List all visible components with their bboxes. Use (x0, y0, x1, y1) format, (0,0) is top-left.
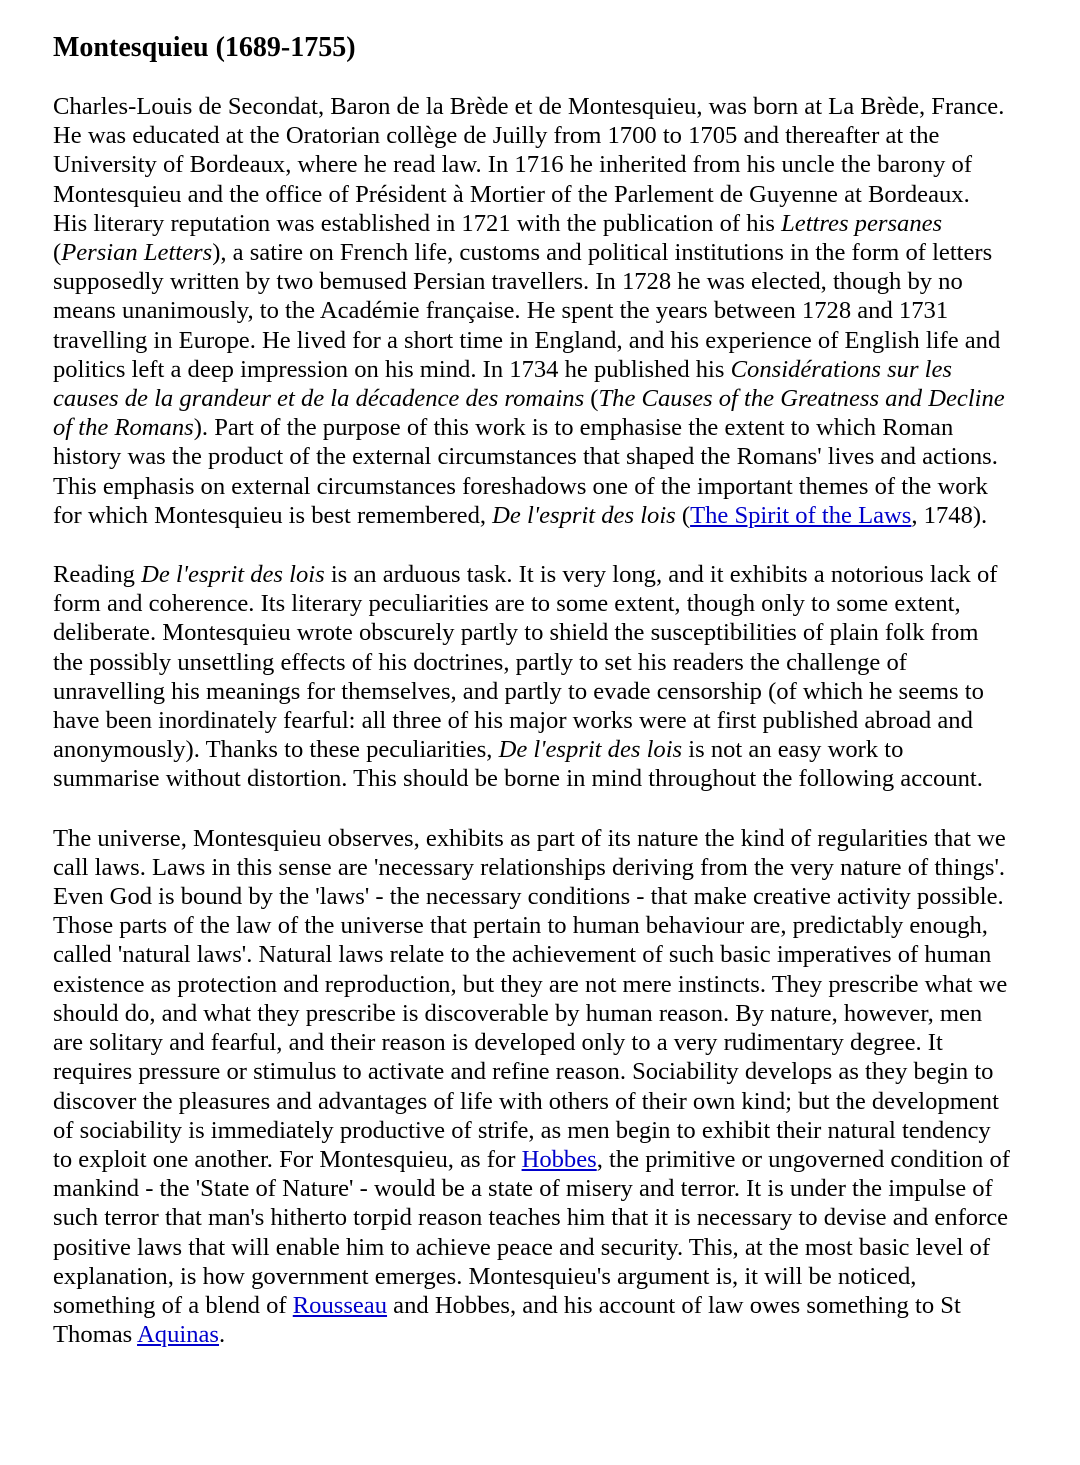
link-rousseau[interactable]: Rousseau (292, 1291, 388, 1319)
text-run: ( (53, 239, 62, 267)
italic-title-considerations: Considérations sur les causes de la grandeur et de la décadence des romains (53, 355, 952, 413)
link-spirit-of-the-laws[interactable]: The Spirit of the Laws (690, 501, 912, 529)
paragraph-biography (53, 92, 1010, 530)
text-run: The universe, Montesquieu observes, exhibits as part of its nature the kind of regularities that we call laws. Laws in this sense are 'necessary relationships deriving from the very nature of things'. Even God is bound by the 'laws' - the necessary conditions - that make creative activity possible. Those parts of the law of the universe that pertain to human behaviour are, predictably enough, called 'natural laws'. Natural laws relate to the achievement of such basic imperatives of human existence as protection and reproduction, but they are not mere instincts. They prescribe what we should do, and what they prescribe is discoverable by human reason. By nature, however, men are solitary and fearful, and their reason is developed only to a very rudimentary degree. It requires pressure or stimulus to activate and refine reason. Sociability develops as they begin to discover the pleasures and advantages of life with others of their own kind; but the development of sociability is immediately productive of strife, as men begin to exhibit their natural tendency to exploit one another. For Montesquieu, as for (53, 824, 1008, 1173)
page-title: Montesquieu (1689-1755) (53, 32, 356, 63)
italic-title-esprit-des-lois: De l'esprit des lois (498, 736, 683, 764)
italic-title-lettres-persanes: Lettres persanes (781, 209, 943, 237)
text-run: and Hobbes, and his account of law owes something to St Thomas (53, 1291, 961, 1349)
text-run: is an arduous task. It is very long, and it exhibits a notorious lack of form and coherence. Its literary peculiarities are to some extent, though only to some extent, deliberate. Montesquieu wrote obscurely partly to shield the susceptibilities of plain folk from the possibly unsettling effects of his doctrines, partly to set his readers the challenge of unravelling his meanings for themselves, and partly to evade censorship (of which he seems to have been inordinately fearful: all three of his major works were at first published abroad and anonymously). Thanks to these peculiarities, (53, 561, 998, 764)
text-run: Reading (53, 561, 142, 589)
italic-title-esprit-des-lois: De l'esprit des lois (141, 561, 325, 589)
text-run: is not an easy work to summarise without distortion. This should be borne in mind throughout the following account. (53, 736, 983, 793)
link-aquinas[interactable]: Aquinas (137, 1321, 220, 1349)
link-hobbes[interactable]: Hobbes (521, 1145, 597, 1173)
italic-title-persian-letters: Persian Letters (61, 239, 213, 267)
text-run: ). Part of the purpose of this work is to emphasise the extent to which Roman history was the product of the external circumstances that shaped the Romans' lives and actions. This emphasis on external circumstances foreshadows one of the important themes of the work for which Montesquieu is best remembered, (53, 414, 998, 529)
text-run: . (219, 1321, 226, 1349)
italic-title-esprit-des-lois: De l'esprit des lois (492, 501, 676, 529)
text-run: Charles-Louis de Secondat, Baron de la Brède et de Montesquieu, was born at La Brède, France. He was educated at the Oratorian collège de Juilly from 1700 to 1705 and thereafter at the University of Bordeaux, where he read law. In 1716 he inherited from his uncle the barony of Montesquieu and the office of Président à Mortier of the Parlement de Guyenne at Bordeaux. His literary reputation was established in 1721 with the publication of his (53, 93, 1005, 237)
text-run: ( (675, 501, 691, 529)
paragraph-natural-laws (53, 824, 1010, 1350)
text-run: ( (584, 385, 599, 413)
text-run: ), a satire on French life, customs and political institutions in the form of letters supposedly written by two bemused Persian travellers. In 1728 he was elected, though by no means unanimously, to the Académie française. He spent the years between 1728 and 1731 travelling in Europe. He lived for a short time in England, and his experience of English life and politics left a deep impression on his mind. In 1734 he published his (53, 239, 1001, 383)
text-run: , the primitive or ungoverned condition of mankind - the 'State of Nature' - would be a state of misery and terror. It is under the impulse of such terror that man's hitherto torpid reason teaches him that it is necessary to devise and enforce positive laws that will enable him to achieve peace and security. This, at the most basic level of explanation, is how government emerges. Montesquieu's argument is, it will be noticed, something of a blend of (53, 1145, 1010, 1319)
paragraph-reading (53, 560, 1010, 794)
text-run: , 1748). (911, 501, 988, 529)
italic-title-causes-of-greatness: The Causes of the Greatness and Decline of the Romans (53, 385, 1005, 442)
